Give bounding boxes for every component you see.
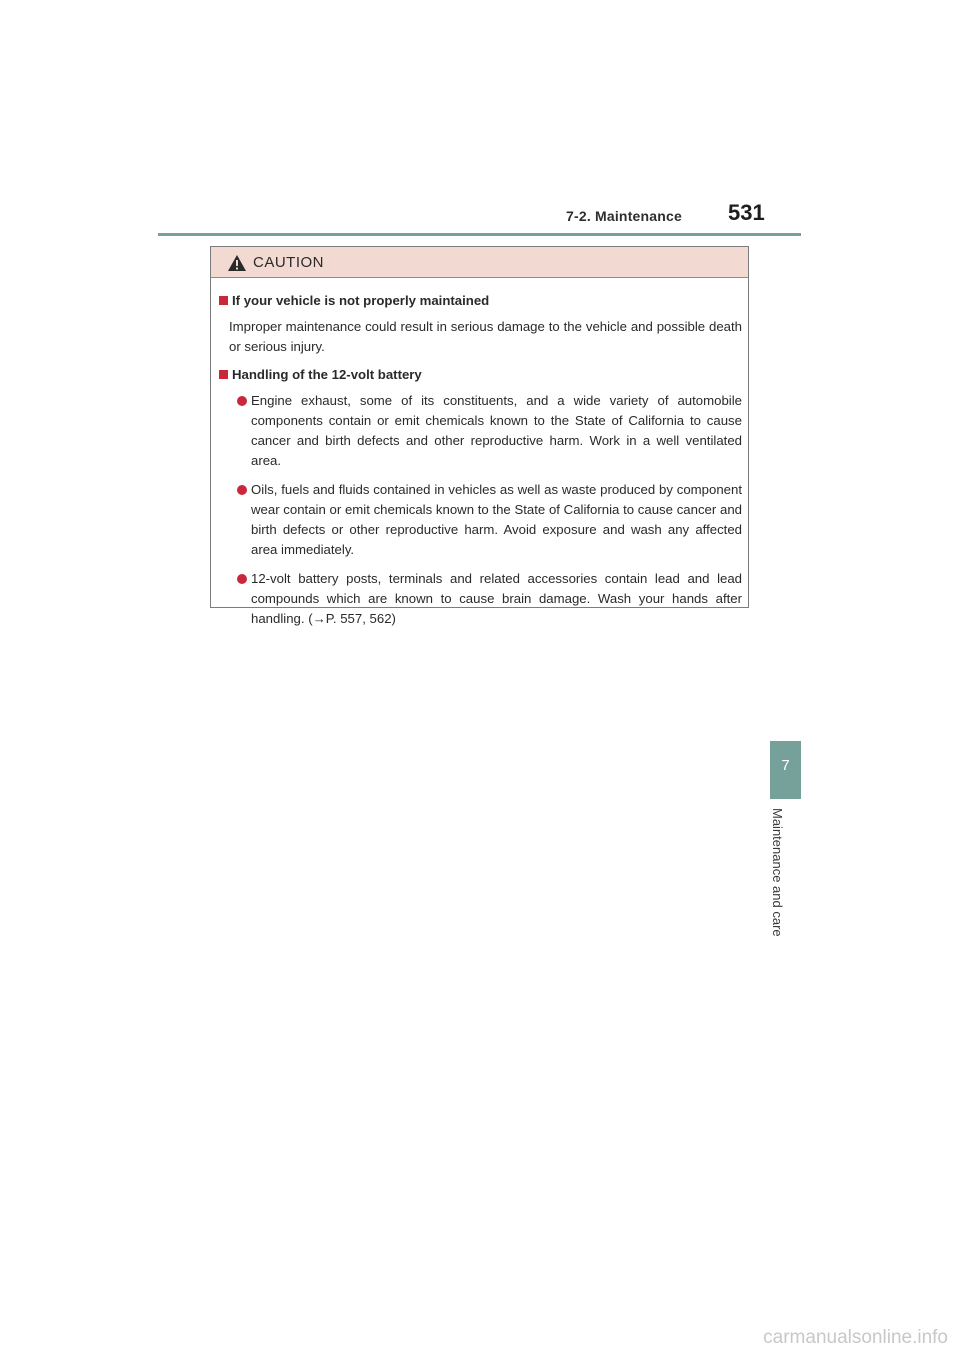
- chapter-number: 7: [781, 757, 790, 774]
- caution-box: [210, 246, 749, 626]
- caution-title: CAUTION: [253, 254, 324, 271]
- caution-header: [211, 247, 748, 278]
- watermark: carmanualsonline.info: [763, 1327, 948, 1348]
- square-bullet-icon: [219, 370, 228, 379]
- square-bullet-icon: [219, 296, 228, 305]
- chapter-label: Maintenance and care: [770, 808, 785, 937]
- header-divider: [158, 233, 801, 236]
- section-paragraph: Improper maintenance could result in serious damage to the vehicle and possible death or serious injury.: [229, 319, 742, 354]
- bullet-text: Oils, fuels and fluids contained in vehicles as well as waste produced by component wear contain or emit chemicals known to the State of California to cause cancer and birth defects or other reproductive harm. Avoid exposure and wash any affected area immediately.: [251, 482, 742, 557]
- chapter-tab[interactable]: [770, 741, 801, 799]
- bullet-item: [237, 480, 742, 560]
- bullet-item: [237, 391, 742, 471]
- warning-triangle-icon: [227, 254, 247, 272]
- circle-bullet-icon: [237, 396, 247, 406]
- circle-bullet-icon: [237, 485, 247, 495]
- caution-body: [211, 278, 748, 629]
- circle-bullet-icon: [237, 574, 247, 584]
- section-heading-text: If your vehicle is not properly maintained: [232, 293, 490, 308]
- section-heading: [219, 365, 742, 385]
- page-number: 531: [728, 200, 765, 225]
- section-heading: [219, 291, 742, 311]
- bullet-text: 12-volt battery posts, terminals and related accessories contain lead and lead compounds which are known to cause brain damage. Wash your hands after handling. (→P. 557, 562): [251, 571, 742, 626]
- section-heading-text: Handling of the 12-volt battery: [232, 367, 422, 382]
- bullet-text: Engine exhaust, some of its constituents, and a wide variety of automobile components contain or emit chemicals known to the State of California to cause cancer and birth defects and other reproductive harm. Work in a well ventilated area.: [251, 393, 742, 468]
- bullet-item: [237, 569, 742, 629]
- section-title: 7-2. Maintenance: [565, 208, 682, 224]
